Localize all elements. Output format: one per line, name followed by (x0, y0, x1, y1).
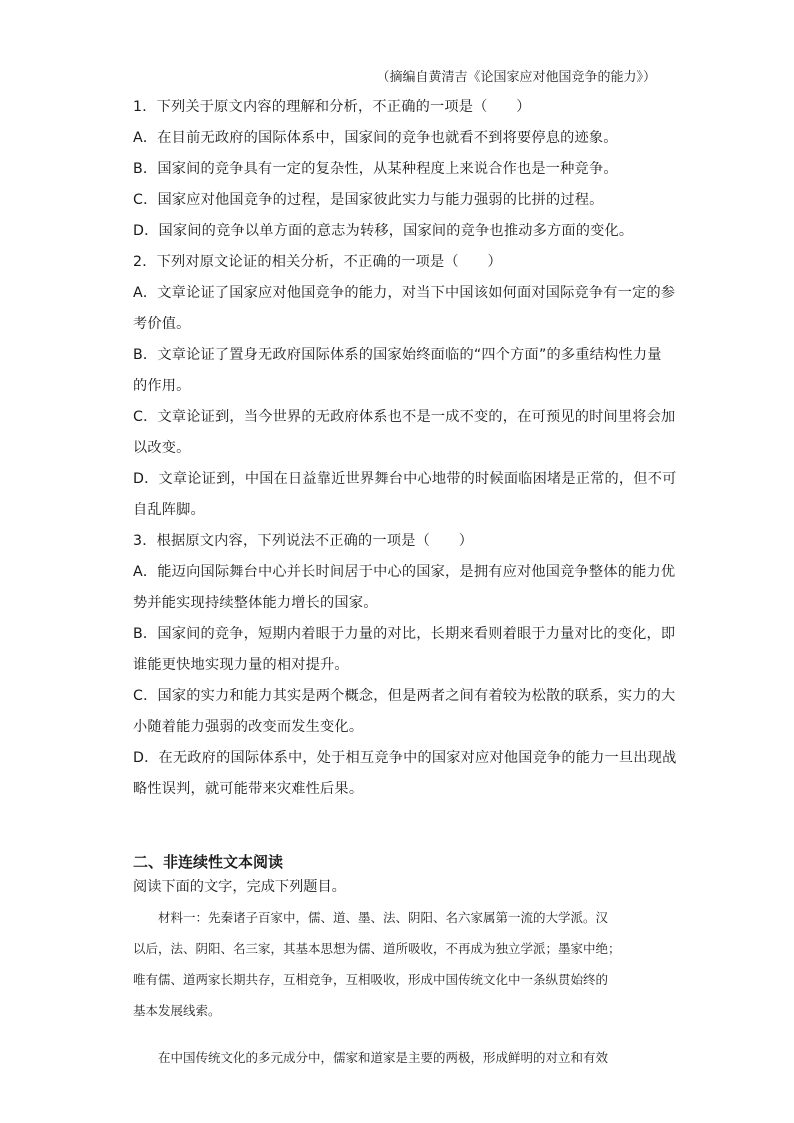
q3-option-d-line1: D．在无政府的国际体系中，处于相互竞争中的国家对应对他国竞争的能力一旦出现战 (133, 750, 677, 766)
q3-option-a-line1: A．能迈向国际舞台中心并长时间居于中心的国家，是拥有应对他国竞争整体的能力优 (133, 564, 676, 580)
q3-option-b-line2: 谁能更快地实现力量的相对提升。 (133, 657, 349, 673)
questions-block (133, 92, 677, 805)
q3-option-c-line2: 小随着能力强弱的改变而发生变化。 (133, 719, 364, 735)
q2-option-b-line2: 的作用。 (133, 378, 191, 394)
q3-option-a-line2: 势并能实现持续整体能力增长的国家。 (133, 595, 378, 611)
q2-option-c-line1: C．文章论证到，当今世界的无政府体系也不是一成不变的，在可预见的时间里将会加 (133, 409, 676, 425)
question-1-stem: 1．下列关于原文内容的理解和分析，不正确的一项是（ ） (133, 99, 531, 115)
material-line-1: 材料一：先秦诸子百家中，儒、道、墨、法、阴阳、名六家属第一流的大学派。汉 (133, 910, 609, 925)
material-line-4: 基本发展线索。 (133, 1003, 221, 1018)
q1-option-b: B．国家间的竞争具有一定的复杂性，从某种程度上来说合作也是一种竞争。 (133, 161, 618, 177)
q3-option-c-line1: C．国家的实力和能力其实是两个概念，但是两者之间有着较为松散的联系，实力的大 (133, 688, 676, 704)
source-citation: （摘编自黄清吉《论国家应对他国竞争的能力》） (376, 70, 656, 85)
q1-option-c: C．国家应对他国竞争的过程，是国家彼此实力与能力强弱的比拼的过程。 (133, 192, 604, 208)
q3-option-d-line2: 略性误判，就可能带来灾难性后果。 (133, 781, 364, 797)
material-line-5: 在中国传统文化的多元成分中，儒家和道家是主要的两极，形成鲜明的对立和有效 (133, 1050, 609, 1065)
q2-option-d-line1: D．文章论证到，中国在日益靠近世界舞台中心地带的时候面临困堵是正常的，但不可 (133, 471, 677, 487)
q2-option-b-line1: B．文章论证了置身无政府国际体系的国家始终面临的“四个方面”的多重结构性力量 (133, 347, 662, 363)
q2-option-d-line2: 自乱阵脚。 (133, 502, 205, 518)
question-2-stem: 2．下列对原文论证的相关分析，不正确的一项是（ ） (133, 254, 502, 270)
q1-option-d: D．国家间的竞争以单方面的意志为转移，国家间的竞争也推动多方面的变化。 (133, 223, 634, 239)
section-intro: 阅读下面的文字，完成下列题目。 (133, 879, 346, 895)
section-heading: 二、非连续性文本阅读 (133, 853, 284, 871)
q1-option-a: A．在目前无政府的国际体系中，国家间的竞争也就看不到将要停息的迹象。 (133, 130, 618, 146)
material-line-2: 以后，法、阴阳、名三家，其基本思想为儒、道所吸收，不再成为独立学派；墨家中绝； (133, 941, 621, 956)
q2-option-a-line1: A．文章论证了国家应对他国竞争的能力，对当下中国该如何面对国际竞争有一定的参 (133, 285, 676, 301)
q2-option-c-line2: 以改变。 (133, 440, 191, 456)
q2-option-a-line2: 考价值。 (133, 316, 191, 332)
question-3-stem: 3．根据原文内容，下列说法不正确的一项是（ ） (133, 533, 474, 549)
q3-option-b-line1: B．国家间的竞争，短期内着眼于力量的对比，长期来看则着眼于力量对比的变化，即 (133, 626, 676, 642)
material-line-3: 唯有儒、道两家长期共存，互相竞争，互相吸收，形成中国传统文化中一条纵贯始终的 (133, 972, 609, 987)
material-passage (133, 902, 663, 1073)
